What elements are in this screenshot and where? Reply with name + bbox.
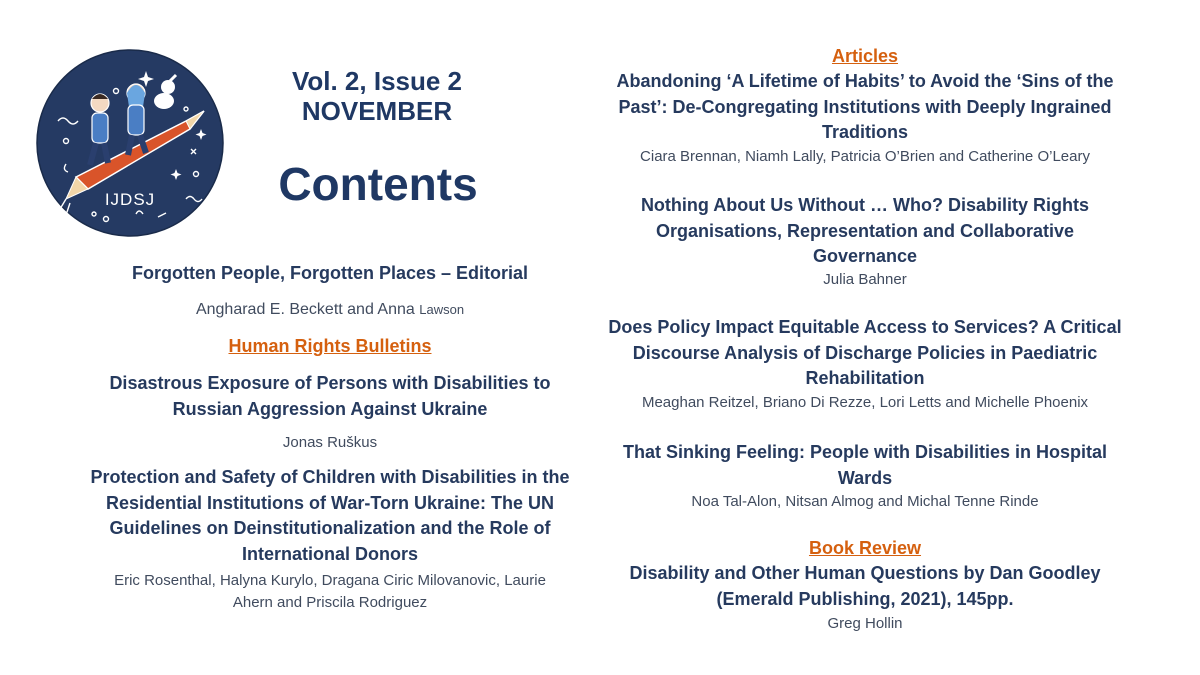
article-title-line: Organisations, Representation and Collaborative [655, 220, 1075, 241]
article-authors: Greg Hollin [827, 615, 903, 632]
volume-issue: Vol. 2, Issue 2 [291, 66, 463, 96]
editorial-title[interactable]: Forgotten People, Forgotten Places – Editorial [131, 263, 529, 283]
issue-month: NOVEMBER [301, 96, 453, 126]
article-title-line: Past’: De-Congregating Institutions with Deeply Ingrained [618, 96, 1112, 117]
bulletins-heading-wrap [70, 334, 590, 358]
article-3-authors [600, 392, 1130, 414]
article-authors: Noa Tal-Alon, Nitsan Almog and Michal Tenne Rinde [691, 493, 1039, 510]
article-title-line: Discourse Analysis of Discharge Policies in Paediatric [632, 342, 1098, 363]
section-heading-human-rights-bulletins: Human Rights Bulletins [228, 336, 432, 356]
bulletin-2-title[interactable] [70, 465, 590, 567]
review-heading-wrap [600, 536, 1130, 560]
article-title-line: Abandoning ‘A Lifetime of Habits’ to Avoid the ‘Sins of the [616, 71, 1114, 91]
logo-wordmark: IJDSJ [104, 190, 156, 209]
article-2-authors [600, 269, 1130, 291]
article-authors: Ahern and Priscila Rodriguez [232, 594, 428, 611]
article-authors: Julia Bahner [823, 271, 907, 288]
article-title-line: Governance [812, 246, 918, 266]
articles-heading-wrap [600, 44, 1130, 68]
article-authors: Eric Rosenthal, Halyna Kurylo, Dragana Ciric Milovanovic, Laurie [114, 572, 546, 589]
article-3-title[interactable] [600, 315, 1130, 392]
page-title: Contents [278, 158, 478, 210]
article-title-line: Disability and Other Human Questions by Dan Goodley [629, 563, 1101, 583]
article-authors: Meaghan Reitzel, Briano Di Rezze, Lori Letts and Michelle Phoenix [641, 394, 1089, 411]
book-review-title[interactable] [600, 561, 1130, 612]
section-heading-book-review: Book Review [808, 538, 922, 558]
article-title-line: Rehabilitation [805, 368, 925, 388]
article-authors: Jonas Ruškus [282, 434, 378, 451]
article-title-line: Russian Aggression Against Ukraine [172, 398, 488, 419]
bulletin-2-authors [70, 570, 590, 614]
book-review-authors [600, 613, 1130, 635]
article-title-line: Does Policy Impact Equitable Access to Services? A Critical [608, 317, 1122, 337]
article-4-title[interactable] [600, 440, 1130, 491]
editorial-authors [70, 299, 590, 321]
article-title-line: Residential Institutions of War-Torn Ukraine: The UN [105, 492, 555, 513]
article-4-authors [600, 491, 1130, 513]
article-authors: Ciara Brennan, Niamh Lally, Patricia O’Brien and Catherine O’Leary [640, 148, 1090, 165]
editorial-authors-main: Angharad E. Beckett and Anna [195, 301, 415, 318]
bulletin-1-authors [70, 432, 590, 454]
article-title-line: That Sinking Feeling: People with Disabilities in Hospital [622, 442, 1108, 462]
article-title-line: International Donors [241, 543, 418, 564]
article-title-line: Guidelines on Deinstitutionalization and the Role of [109, 518, 551, 538]
article-1-title[interactable] [600, 69, 1130, 146]
article-title-line: Protection and Safety of Children with Disabilities in the [90, 467, 570, 487]
bulletin-1-title[interactable] [70, 371, 590, 422]
issue-header [262, 66, 492, 126]
article-1-authors [600, 146, 1130, 168]
article-title-line: Traditions [821, 122, 908, 142]
section-heading-articles: Articles [831, 46, 899, 66]
article-2-title[interactable] [600, 193, 1130, 270]
editorial-entry [70, 261, 590, 287]
article-title-line: Disastrous Exposure of Persons with Disabilities to [109, 373, 551, 393]
article-title-line: (Emerald Publishing, 2021), 145pp. [716, 588, 1014, 609]
journal-logo [36, 49, 224, 237]
editorial-authors-small: Lawson [419, 302, 465, 317]
article-title-line: Nothing About Us Without … Who? Disability Rights [640, 195, 1090, 215]
article-title-line: Wards [837, 467, 893, 488]
